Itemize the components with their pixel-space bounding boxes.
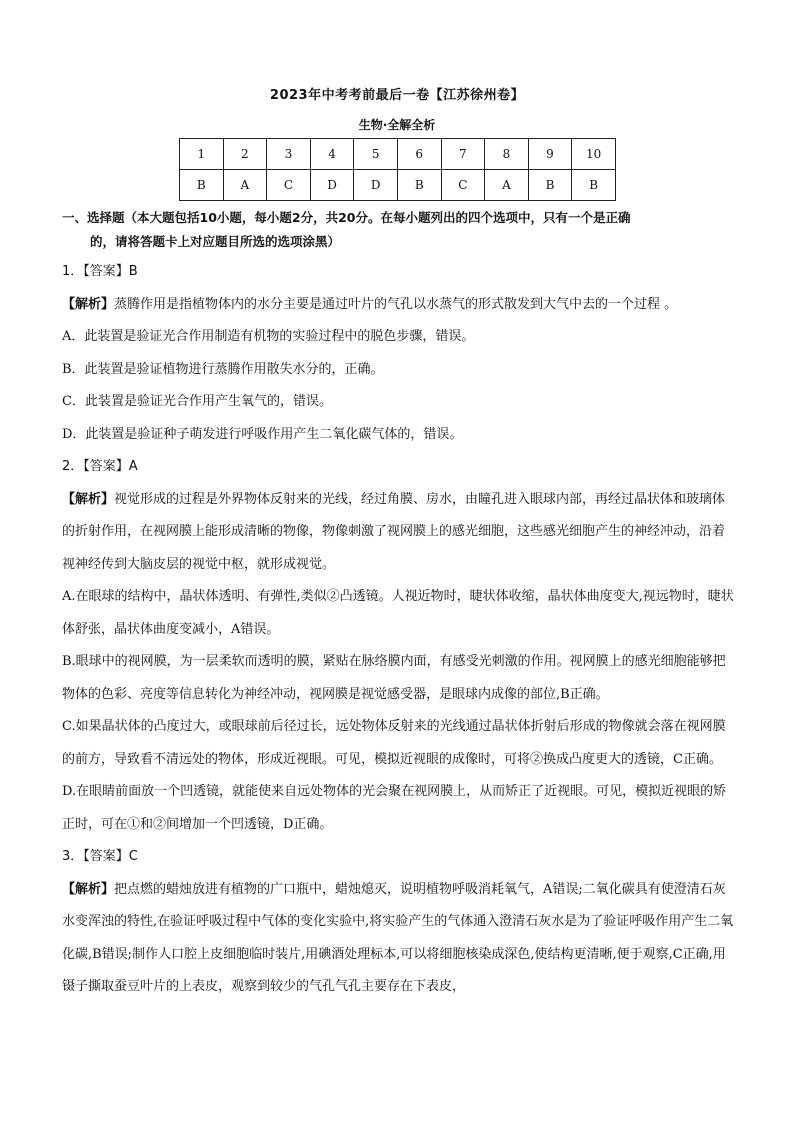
- q1-analysis: [62, 289, 734, 322]
- answer-cell: B: [180, 170, 224, 201]
- solutions-body: [62, 256, 734, 1004]
- document-title: 2023年中考考前最后一卷【江苏徐州卷】: [269, 88, 525, 103]
- answer-cell: C: [267, 170, 311, 201]
- q2-option-b: B.眼球中的视网膜，为一层柔软而透明的膜，紧贴在脉络膜内面，有感受光刺激的作用。视网膜上的感光细胞能够把物体的色彩、亮度等信息转化为神经冲动，视网膜是视觉感受器，是眼球内成像的部位,B正确。: [62, 654, 726, 702]
- q2-analysis: [62, 484, 734, 582]
- answer-cell: A: [223, 170, 267, 201]
- q1-option-a: A．此装置是验证光合作用制造有机物的实验过程中的脱色步骤，错误。: [62, 329, 475, 344]
- answer-key-table: [179, 138, 616, 201]
- q1-option-d: D．此装置是验证种子萌发进行呼吸作用产生二氧化碳气体的，错误。: [62, 426, 463, 442]
- question-number-cell: 6: [397, 139, 441, 170]
- q2-option-a: A.在眼球的结构中，晶状体透明、有弹性,类似②凸透镜。人视近物时，睫状体收缩，晶状体曲度变大,视远物时，睫状体舒张，晶状体曲度变减小，A错误。: [62, 589, 734, 637]
- answer-table-answer-row: [180, 170, 616, 201]
- question-number-cell: 9: [528, 139, 572, 170]
- analysis-label: 【解析】: [62, 491, 115, 507]
- answer-table-number-row: [180, 139, 616, 170]
- answer-cell: A: [485, 170, 529, 201]
- section-heading-line: 的，请将答题卡上对应题目所选的选项涂黑）: [90, 234, 341, 249]
- q2-option-d: D.在眼睛前面放一个凹透镜，就能使来自远处物体的光会聚在视网膜上，从而矫正了近视眼。可见，模拟近视眼的矫正时，可在①和②间增加一个凹透镜，D正确。: [62, 784, 727, 832]
- answer-cell: D: [310, 170, 354, 201]
- analysis-text: 视觉形成的过程是外界物体反射来的光线，经过角膜、房水，由瞳孔进入眼球内部，再经过晶状体和玻璃体的折射作用，在视网膜上能形成清晰的物像，物像刺激了视网膜上的感光细胞，这些感光细胞产生的神经冲动，沿着视神经传到大脑皮层的视觉中枢，就形成视觉。: [62, 491, 726, 572]
- analysis-label: 【解析】: [62, 881, 115, 897]
- analysis-label: 【解析】: [62, 296, 115, 312]
- q1-option-b: B．此装置是验证植物进行蒸腾作用散失水分的，正确。: [62, 361, 384, 377]
- q3-answer: 3．【答案】C: [62, 849, 138, 864]
- analysis-text: 把点燃的蜡烛放进有植物的广口瓶中，蜡烛熄灭，说明植物呼吸消耗氧气，A错误;二氧化碳具有使澄清石灰水变浑浊的特性,在验证呼吸过程中气体的变化实验中,将实验产生的气体通入澄清石灰水是为了验证呼吸作用产生二氧化碳,B错误;制作人口腔上皮细胞临时装片,用碘酒处理标本,可以将细胞核染成深色,使结构更清晰,便于观察,C正确,用镊子撕取蚕豆叶片的上表皮，观察到较少的气孔气孔主要存在下表皮，: [62, 881, 734, 994]
- answer-cell: B: [572, 170, 616, 201]
- answer-cell: B: [397, 170, 441, 201]
- q2-answer: 2．【答案】A: [62, 459, 138, 474]
- document-subtitle: 生物·全解全析: [358, 118, 436, 132]
- section-heading: [62, 206, 732, 254]
- q2-option-c: C.如果晶状体的凸度过大，或眼球前后径过长，远处物体反射来的光线通过晶状体折射后形成的物像就会落在视网膜的前方，导致看不清远处的物体，形成近视眼。可见，模拟近视眼的成像时，可将②换成凸度更大的透镜，C正确。: [62, 719, 726, 767]
- question-number-cell: 10: [572, 139, 616, 170]
- q3-analysis: [62, 874, 734, 1004]
- question-number-cell: 4: [310, 139, 354, 170]
- analysis-text: 蒸腾作用是指植物体内的水分主要是通过叶片的气孔以水蒸气的形式散发到大气中去的一个过程 。: [114, 296, 678, 312]
- q1-option-c: C．此装置是验证光合作用产生氧气的，错误。: [62, 394, 332, 409]
- question-number-cell: 3: [267, 139, 311, 170]
- q1-answer: 1．【答案】B: [62, 264, 138, 279]
- question-number-cell: 5: [354, 139, 398, 170]
- question-number-cell: 8: [485, 139, 529, 170]
- question-number-cell: 2: [223, 139, 267, 170]
- question-number-cell: 1: [180, 139, 224, 170]
- section-heading-line: 一、选择题（本大题包括10小题，每小题2分，共20分。在每小题列出的四个选项中，只有一个是正确: [62, 210, 631, 225]
- question-number-cell: 7: [441, 139, 485, 170]
- answer-cell: B: [528, 170, 572, 201]
- answer-cell: D: [354, 170, 398, 201]
- answer-cell: C: [441, 170, 485, 201]
